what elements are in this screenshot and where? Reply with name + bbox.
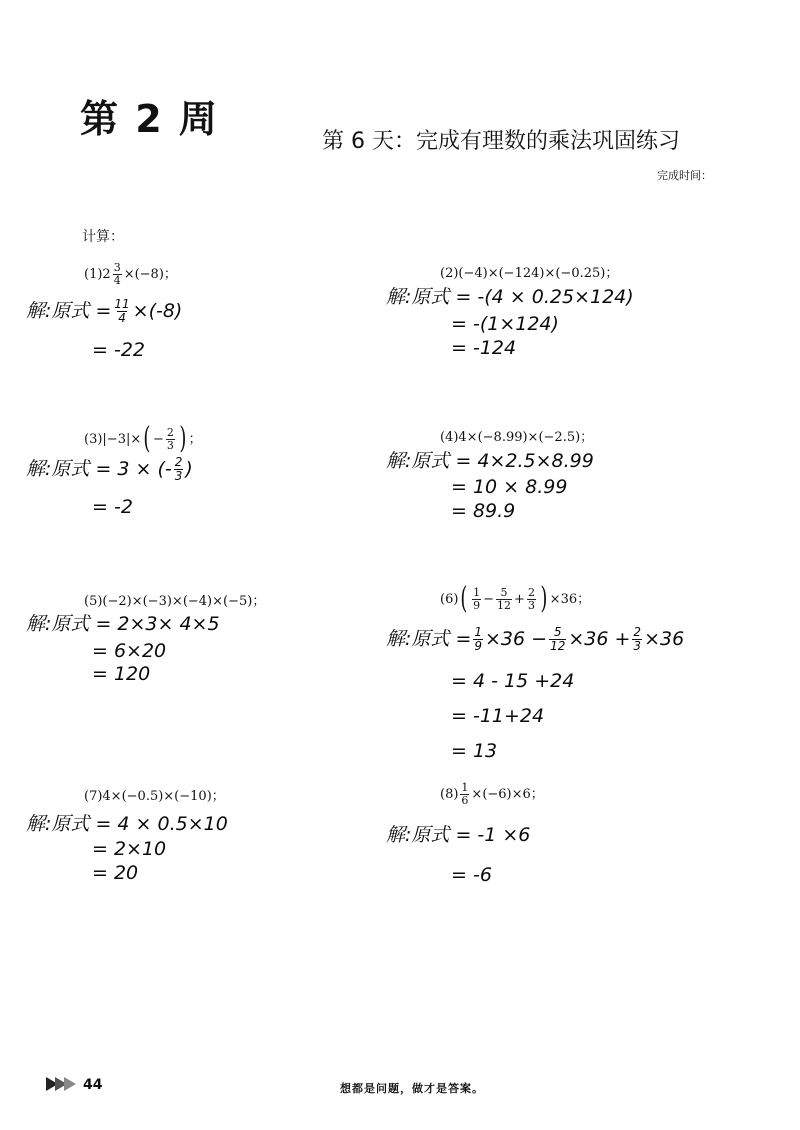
denominator: 9 [474,638,483,653]
answer-end: ×36 [644,627,685,650]
numerator: 1 [474,625,483,639]
numerator: 2 [633,625,642,639]
denominator: 12 [497,598,512,612]
fraction [113,262,122,286]
numerator: 1 [473,585,481,599]
numerator: 2 [166,425,174,439]
instruction: 计算： [82,229,124,245]
answer-7-line-2: = 2×10 [92,838,167,860]
answer-prefix: 解:原式 = [26,299,112,322]
problem-4: (4)4×(−8.99)×(−2.5)； [440,430,594,445]
answer-5-line-2: = 6×20 [92,640,167,662]
problem-5: (5)(−2)×(−3)×(−4)×(−5)； [84,594,266,609]
answer-6-line-1 [386,626,684,652]
denominator: 12 [550,638,566,653]
answer-4-line-2: = 10 × 8.99 [451,476,568,498]
right-paren: ) [540,581,548,616]
problem-rest: ×36； [549,591,591,607]
answer-prefix: 解:原式 = 3 × (- [26,457,172,480]
denominator: 3 [527,598,535,612]
problem-number: (8) [440,786,459,802]
denominator: 3 [174,468,183,483]
answer-2-line-1: 解:原式 = -(4 × 0.25×124) [386,286,634,308]
fraction-2 [549,626,566,652]
problem-rest: ×(−6)×6； [471,786,544,802]
numerator: 3 [113,261,121,274]
numerator: 1 [461,781,469,794]
fraction-1 [472,587,481,611]
denominator: 4 [113,273,121,287]
answer-4-line-1: 解:原式 = 4×2.5×8.99 [386,450,594,472]
problem-1 [84,262,177,286]
fraction [174,456,184,482]
problem-number: (3) [84,431,103,447]
answer-2-line-3: = -124 [451,337,517,359]
answer-3-line-2: = -2 [92,496,133,518]
problem-6 [440,581,591,616]
problem-number: (6) [440,591,459,607]
answer-6-line-2: = 4 - 15 +24 [451,670,575,692]
right-paren: ) [179,421,187,456]
denominator: 4 [118,310,126,325]
answer-6-line-4: = 13 [451,740,498,762]
fraction-3 [632,626,642,652]
answer-7-line-1: 解:原式 = 4 × 0.5×10 [26,813,228,835]
absolute-value: |−3|× [102,431,142,447]
completion-time-label: 完成时间： [657,169,712,182]
minus-sign: − [483,591,495,607]
problem-7: (7)4×(−0.5)×(−10)； [84,789,225,804]
left-paren: ( [143,421,151,456]
fraction [460,782,469,806]
answer-middle-2: ×36 + [568,627,631,650]
answer-4-line-3: = 89.9 [451,500,516,522]
left-paren: ( [460,581,468,616]
day-title: 第 6 天：完成有理数的乘法巩固练习 [322,129,680,154]
problem-8 [440,782,544,806]
numerator: 2 [527,585,535,599]
answer-middle-1: ×36 − [485,627,548,650]
answer-3-line-1 [26,456,193,482]
numerator: 5 [500,585,508,599]
footer-motto: 想都是问题，做才是答案。 [340,1082,484,1095]
answer-2-line-2: = -(1×124) [451,313,559,335]
answer-5-line-1: 解:原式 = 2×3× 4×5 [26,613,220,635]
denominator: 9 [473,598,481,612]
fraction [166,427,175,451]
answer-8-line-1: 解:原式 = -1 ×6 [386,824,531,846]
answer-6-line-3: = -11+24 [451,705,545,727]
denominator: 6 [461,793,469,807]
numerator: 5 [553,625,562,639]
answer-8-line-2: = -6 [451,864,492,886]
answer-7-line-3: = 20 [92,862,139,884]
problem-end: ； [188,431,202,447]
answer-end: ) [185,457,193,480]
fraction-1 [473,626,483,652]
whole-part: 2 [102,266,111,282]
answer-5-line-3: = 120 [92,663,151,685]
denominator: 3 [633,638,642,653]
week-heading: 第 2 周 [80,97,219,141]
problem-2: (2)(−4)×(−124)×(−0.25)； [440,266,619,281]
fraction [113,298,130,324]
numerator: 2 [174,455,183,469]
problem-rest: ×(−8)； [123,266,177,282]
double-arrow-icon [46,1077,76,1091]
fraction-3 [527,587,536,611]
problem-3 [84,421,202,456]
fraction-2 [496,587,512,611]
denominator: 3 [166,438,174,452]
plus-sign: + [514,591,525,607]
page-number: 44 [83,1077,103,1093]
answer-prefix: 解:原式 = [386,627,472,650]
answer-rest: ×(-8) [132,299,183,322]
numerator: 11 [114,297,130,311]
problem-number: (1) [84,266,103,282]
answer-1-line-1 [26,298,182,324]
answer-1-line-2: = -22 [92,339,145,361]
negative-sign: − [152,431,164,447]
